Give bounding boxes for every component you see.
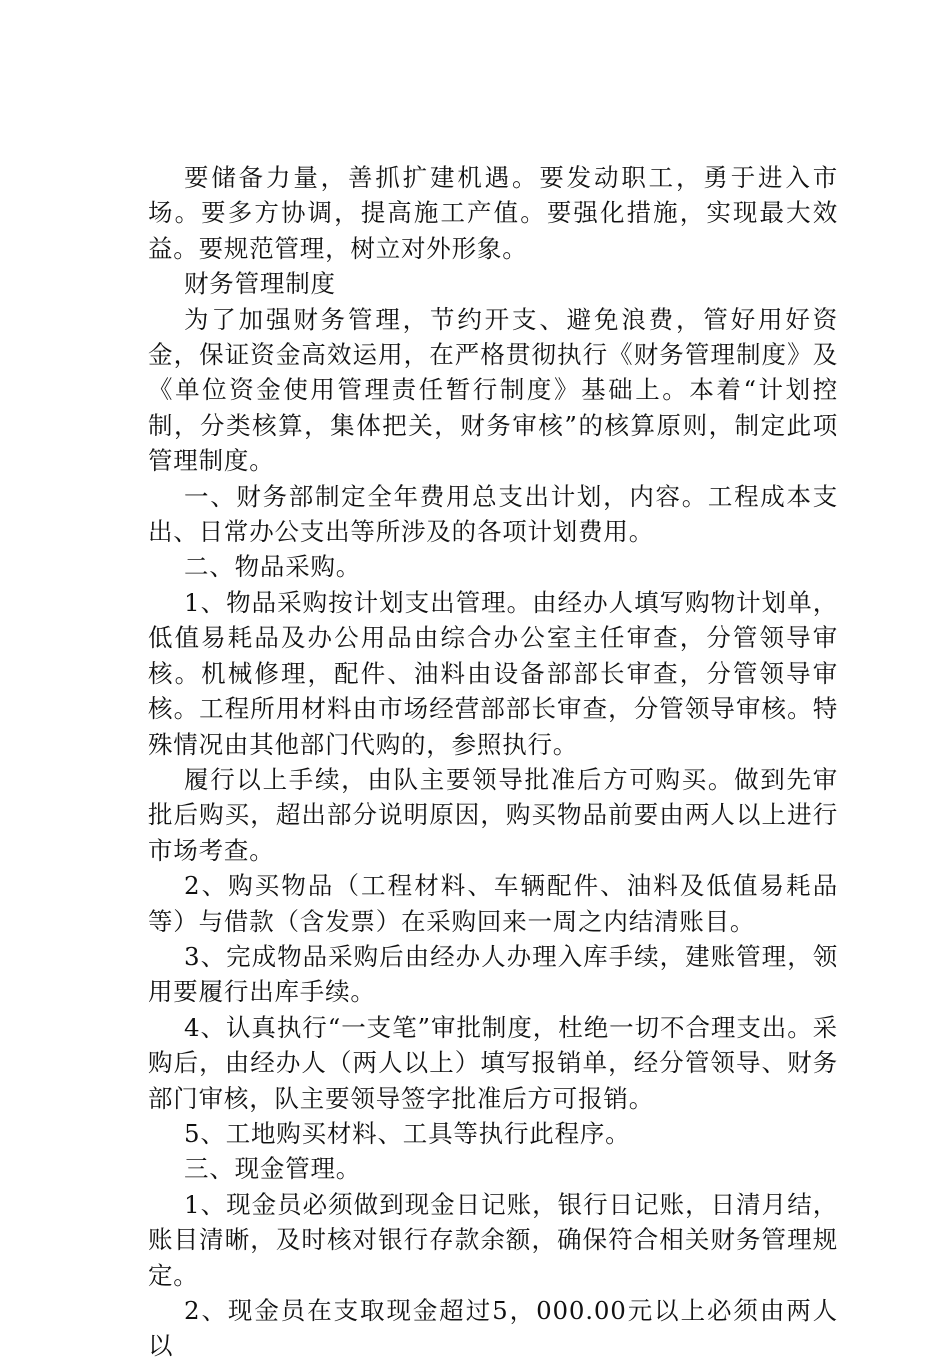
heading-cash-management: 三、现金管理。 <box>184 1154 362 1184</box>
paragraph-purchasing-5: 5、工地购买材料、工具等执行此程序。 <box>184 1118 631 1148</box>
paragraph-cash-2: 2、现金员在支取现金超过5，000.00元以上必须由两人以 <box>148 1296 838 1361</box>
paragraph-item-1: 一、财务部制定全年费用总支出计划，内容。工程成本支出、日常办公支出等所涉及的各项计划费用。 <box>148 481 838 547</box>
paragraph-cash-1: 1、现金员必须做到现金日记账，银行日记账，日清月结，账目清晰，及时核对银行存款余额，确保符合相关财务管理规定。 <box>148 1189 838 1290</box>
paragraph-purchasing-2: 2、购买物品（工程材料、车辆配件、油料及低值易耗品等）与借款（含发票）在采购回来一周之内结清账目。 <box>148 871 838 936</box>
document-body <box>148 160 838 1364</box>
paragraph-intro: 为了加强财务管理，节约开支、避免浪费，管好用好资金，保证资金高效运用，在严格贯彻执行《财务管理制度》及《单位资金使用管理责任暂行制度》基础上。本着“计划控制，分类核算，集体把关，财务审核”的核算原则，制定此项管理制度。 <box>148 304 838 476</box>
heading-purchasing: 二、物品采购。 <box>184 552 362 582</box>
paragraph-purchasing-3: 3、完成物品采购后由经办人办理入库手续，建账管理，领用要履行出库手续。 <box>148 941 838 1007</box>
section-title-finance-rules: 财务管理制度 <box>184 269 336 299</box>
paragraph-purchasing-approval: 履行以上手续，由队主要领导批准后方可购买。做到先审批后购买，超出部分说明原因，购买物品前要由两人以上进行市场考查。 <box>148 764 838 865</box>
paragraph-purchasing-1: 1、物品采购按计划支出管理。由经办人填写购物计划单，低值易耗品及办公用品由综合办公室主任审查，分管领导审核。机械修理，配件、油料由设备部部长审查，分管领导审核。工程所用材料由市场经营部部长审查，分管领导审核。特殊情况由其他部门代购的，参照执行。 <box>148 587 838 759</box>
paragraph-purchasing-4: 4、认真执行“一支笔”审批制度，杜绝一切不合理支出。采购后，由经办人（两人以上）填写报销单，经分管领导、财务部门审核，队主要领导签字批准后方可报销。 <box>148 1012 838 1113</box>
paragraph-goals: 要储备力量，善抓扩建机遇。要发动职工，勇于进入市场。要多方协调，提高施工产值。要强化措施，实现最大效益。要规范管理，树立对外形象。 <box>148 163 838 263</box>
